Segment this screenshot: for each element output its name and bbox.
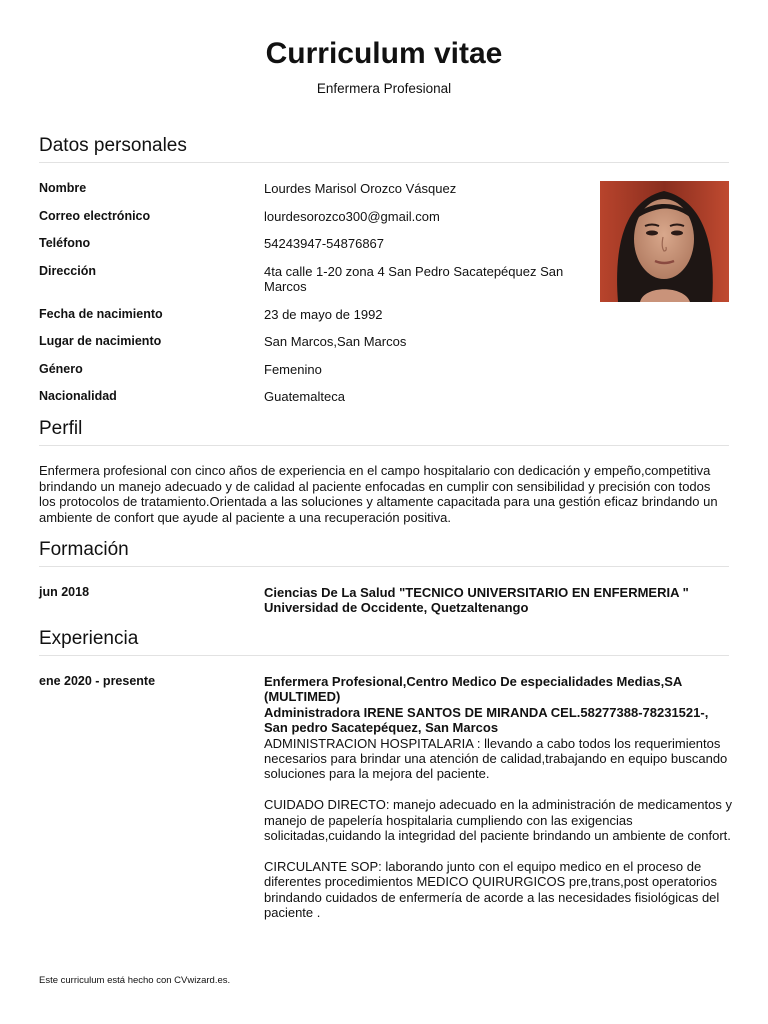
section-title-experience: Experiencia <box>39 628 139 649</box>
section-divider <box>39 162 729 163</box>
footer-note: Este curriculum está hecho con CVwizard.es. <box>39 975 231 986</box>
experience-entry <box>264 674 732 920</box>
field-value-address: 4ta calle 1-20 zona 4 San Pedro Sacatepéquez San Marcos <box>264 264 564 295</box>
experience-description: CIRCULANTE SOP: laborando junto con el equipo medico en el proceso de diferentes procedimientos MEDICO QUIRURGICOS pre,trans,post operatorios brindando cuidados de enfermería de acorde a las necesidades fisiológicas del paciente . <box>264 858 720 921</box>
profile-photo-image <box>600 181 729 302</box>
profile-photo <box>600 181 729 302</box>
field-value-gender: Femenino <box>264 362 322 377</box>
education-entry <box>264 585 732 616</box>
field-label-birthplace: Lugar de nacimiento <box>39 334 162 348</box>
section-title-personal: Datos personales <box>39 135 187 156</box>
section-divider <box>39 655 729 656</box>
field-value-name: Lourdes Marisol Orozco Vásquez <box>264 181 457 196</box>
field-label-name: Nombre <box>39 181 87 195</box>
field-label-nationality: Nacionalidad <box>39 389 117 403</box>
field-value-phone: 54243947-54876867 <box>264 236 385 251</box>
field-label-address: Dirección <box>39 264 96 278</box>
experience-description: ADMINISTRACION HOSPITALARIA : llevando a cabo todos los requerimientos necesarios para brindar una atención de calidad,trabajando en equipo buscando soluciones para la mejora del paciente. <box>264 735 728 782</box>
paragraph-gap <box>264 843 732 858</box>
field-value-birthdate: 23 de mayo de 1992 <box>264 307 383 322</box>
education-date: jun 2018 <box>39 585 90 599</box>
field-value-nationality: Guatemalteca <box>264 389 345 404</box>
paragraph-gap <box>264 782 732 797</box>
field-value-birthplace: San Marcos,San Marcos <box>264 334 407 349</box>
profile-text: Enfermera profesional con cinco años de experiencia en el campo hospitalario con dedicación y empeño,competitiva brindando un manejo adecuado y de calidad al paciente enfocadas en cumplir con sensibilidad y precisión con todos los protocolos de tratamiento.Orientada a las soluciones y altamente capacitada para una gestión eficaz brindando un ambiente de confort que ayude al paciente a una recuperación positiva. <box>39 463 718 525</box>
field-label-phone: Teléfono <box>39 236 91 250</box>
experience-employer: Administradora IRENE SANTOS DE MIRANDA CEL.58277388-78231521-, San pedro Sacatepéquez, San Marcos <box>264 704 709 736</box>
document-subtitle: Enfermera Profesional <box>316 81 452 96</box>
field-value-email: lourdesorozco300@gmail.com <box>264 209 440 224</box>
education-institution: Universidad de Occidente, Quetzaltenango <box>264 600 529 616</box>
education-title: Ciencias De La Salud "TECNICO UNIVERSITARIO EN ENFERMERIA " <box>264 585 689 600</box>
section-title-education: Formación <box>39 539 129 560</box>
field-label-birthdate: Fecha de nacimiento <box>39 307 163 321</box>
experience-title: Enfermera Profesional,Centro Medico De especialidades Medias,SA (MULTIMED) <box>264 674 682 705</box>
section-title-profile: Perfil <box>39 418 83 439</box>
field-label-gender: Género <box>39 362 83 376</box>
experience-description: CUIDADO DIRECTO: manejo adecuado en la administración de medicamentos y manejo de papelería hospitalaria cumpliendo con las exigencias solicitadas,cuidando la integridad del paciente brindando un ambiente de confort. <box>264 797 732 844</box>
section-divider <box>39 566 729 567</box>
section-divider <box>39 445 729 446</box>
document-title: Curriculum vitae <box>265 37 503 70</box>
field-label-email: Correo electrónico <box>39 209 151 223</box>
experience-date: ene 2020 - presente <box>39 674 156 688</box>
